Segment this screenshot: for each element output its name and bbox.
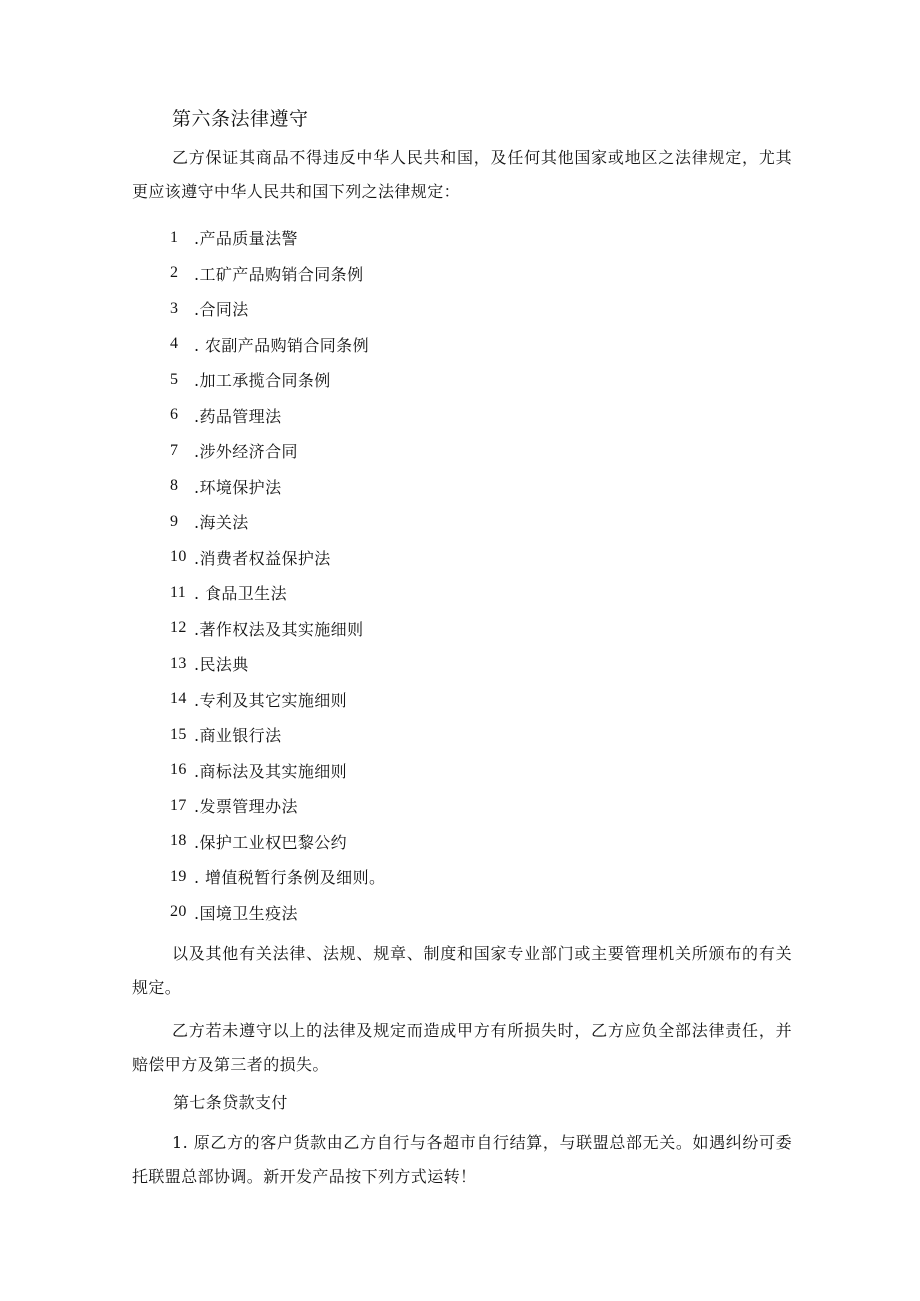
liability-paragraph: 乙方若未遵守以上的法律及规定而造成甲方有所损失时，乙方应负全部法律责任，并赔偿甲方及第三者的损失。 (132, 1021, 792, 1074)
law-item (170, 646, 385, 682)
law-number: 4 (170, 335, 179, 353)
article-7-title: 第七条贷款支付 (173, 1093, 288, 1112)
law-number: 9 (170, 512, 179, 530)
law-number: 5 (170, 370, 179, 388)
law-name: . 食品卫生法 (194, 584, 287, 604)
law-name: .民法典 (194, 655, 249, 675)
law-number: 18 (170, 832, 187, 850)
law-item (170, 611, 385, 647)
law-number: 1 (170, 228, 179, 246)
law-name: .发票管理办法 (194, 797, 298, 817)
law-number: 14 (170, 690, 187, 708)
law-name: .保护工业权巴黎公约 (194, 832, 348, 852)
article-6-title: 第六条法律遵守 (172, 108, 309, 130)
law-item (170, 540, 385, 576)
law-name: . 增值税暂行条例及细则。 (194, 868, 386, 888)
law-item (170, 291, 385, 327)
law-item (170, 433, 385, 469)
law-item (170, 824, 385, 860)
law-number: 16 (170, 761, 187, 779)
law-item (170, 398, 385, 434)
law-number: 20 (170, 903, 187, 921)
law-name: .合同法 (194, 300, 249, 320)
article-7-clause-1: 1. 原乙方的客户货款由乙方自行与各超市自行结算，与联盟总部无关。如遇纠纷可委托联盟总部协调。新开发产品按下列方式运转！ (132, 1133, 792, 1186)
law-item (170, 469, 385, 505)
law-number: 7 (170, 441, 179, 459)
law-number: 6 (170, 406, 179, 424)
law-number: 13 (170, 654, 187, 672)
law-number: 19 (170, 867, 187, 885)
law-item (170, 753, 385, 789)
law-number: 11 (170, 583, 187, 601)
law-item (170, 220, 385, 256)
law-name: .专利及其它实施细则 (194, 690, 348, 710)
law-name: .商业银行法 (194, 726, 282, 746)
law-item (170, 575, 385, 611)
law-name: .消费者权益保护法 (194, 548, 331, 568)
law-name: .涉外经济合同 (194, 442, 298, 462)
law-number: 2 (170, 264, 179, 282)
law-name: .环境保护法 (194, 477, 282, 497)
law-number: 12 (170, 619, 187, 637)
law-item (170, 682, 385, 718)
law-name: . 农副产品购销合同条例 (194, 335, 369, 355)
law-item (170, 327, 385, 363)
law-item (170, 717, 385, 753)
law-name: .产品质量法警 (194, 229, 298, 249)
law-name: .著作权法及其实施细则 (194, 619, 364, 639)
law-item (170, 895, 385, 931)
law-list (170, 220, 385, 930)
law-number: 10 (170, 548, 187, 566)
law-number: 15 (170, 725, 187, 743)
article-6-intro: 乙方保证其商品不得违反中华人民共和国，及任何其他国家或地区之法律规定，尤其更应该遵守中华人民共和国下列之法律规定： (132, 148, 792, 201)
law-number: 3 (170, 299, 179, 317)
law-name: .加工承揽合同条例 (194, 371, 331, 391)
law-name: .药品管理法 (194, 406, 282, 426)
law-item (170, 788, 385, 824)
law-item (170, 256, 385, 292)
law-item (170, 504, 385, 540)
law-name: .工矿产品购销合同条例 (194, 264, 364, 284)
law-item (170, 859, 385, 895)
law-item (170, 362, 385, 398)
law-name: .国境卫生疫法 (194, 903, 298, 923)
law-name: .海关法 (194, 513, 249, 533)
law-number: 8 (170, 477, 179, 495)
law-number: 17 (170, 796, 187, 814)
law-name: .商标法及其实施细则 (194, 761, 348, 781)
other-rules-paragraph: 以及其他有关法律、法规、规章、制度和国家专业部门或主要管理机关所颁布的有关规定。 (132, 944, 792, 997)
